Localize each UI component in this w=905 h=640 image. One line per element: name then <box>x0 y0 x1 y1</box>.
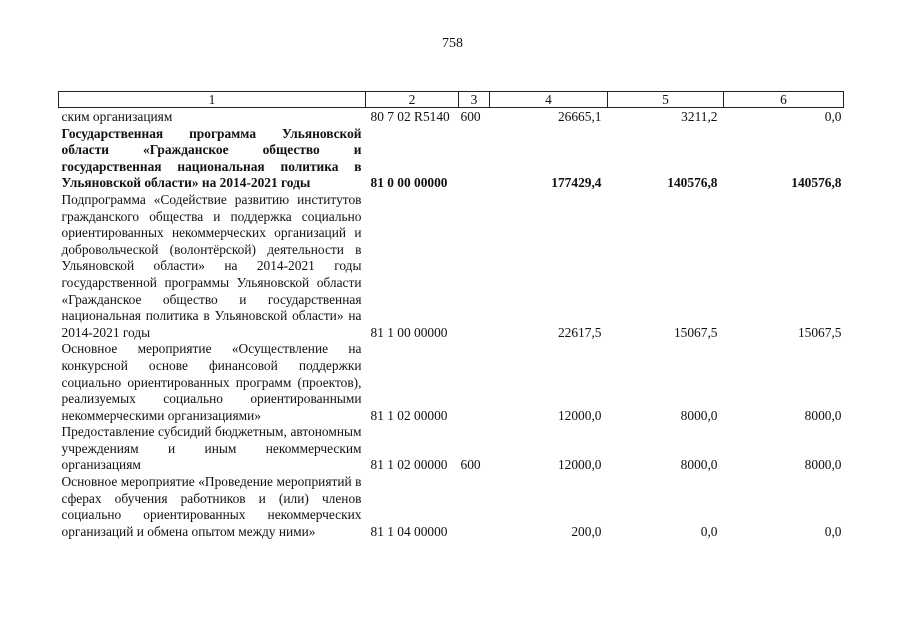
header-row <box>59 92 844 108</box>
row-value-2: 8000,0 <box>680 407 718 423</box>
row-name: Предоставление субсидий бюджетным, автономным учреждениям и иным некоммерческим организациям <box>61 424 362 473</box>
row-name: Государственная программа Ульяновской области «Гражданское общество и государственная национальная политика в Ульяновской области» на 2014-2021 годы <box>61 125 362 191</box>
table-row <box>59 108 844 126</box>
row-expense-type: 600 <box>460 457 481 473</box>
row-expense-type <box>459 341 490 424</box>
row-value-3: 15067,5 <box>797 324 842 340</box>
header-col-5: 5 <box>608 92 724 108</box>
row-value-2: 140576,8 <box>667 175 718 191</box>
row-code: 81 1 02 00000 <box>370 457 448 473</box>
row-value-1: 177429,4 <box>551 175 602 191</box>
row-value-1: 22617,5 <box>557 324 602 340</box>
row-code: 81 1 00 00000 <box>370 324 448 340</box>
row-code: 81 0 00 00000 <box>370 175 448 191</box>
row-expense-type <box>459 126 490 192</box>
row-value-3: 140576,8 <box>791 175 842 191</box>
row-value-1: 26665,1 <box>557 109 602 124</box>
row-value-2: 0,0 <box>700 523 718 539</box>
row-name: ским организациям <box>61 109 173 124</box>
table-row <box>59 474 844 540</box>
row-value-1: 200,0 <box>571 523 602 539</box>
header-col-1: 1 <box>59 92 366 108</box>
header-col-6: 6 <box>724 92 844 108</box>
row-name: Подпрограмма «Содействие развитию институтов гражданского общества и поддержка социально ориентированных некоммерческих организаций и добровольческой (волонтёрской) деятельности в Ульяновской области» на 2014-2021 годы государственной программы Ульяновской области «Гражданское общество и государственная национальная политика в Ульяновской области» на 2014-2021 годы <box>61 191 362 340</box>
table-row <box>59 341 844 424</box>
row-value-3: 0,0 <box>824 523 842 539</box>
row-code: 80 7 02 R5140 <box>370 109 450 124</box>
header-col-4: 4 <box>490 92 608 108</box>
row-value-2: 8000,0 <box>680 457 718 473</box>
row-expense-type <box>459 474 490 540</box>
table-body <box>59 108 844 541</box>
table-header <box>59 92 844 108</box>
row-code: 81 1 04 00000 <box>370 523 448 539</box>
table-row <box>59 424 844 474</box>
table-row <box>59 192 844 341</box>
row-value-3: 8000,0 <box>804 407 842 423</box>
header-col-3: 3 <box>459 92 490 108</box>
row-value-2: 3211,2 <box>681 109 718 124</box>
row-code: 81 1 02 00000 <box>370 407 448 423</box>
row-name: Основное мероприятие «Проведение мероприятий в сферах обучения работников и (или) членов социально ориентированных некоммерческих организаций и обмена опытом между ними» <box>61 474 362 539</box>
row-value-3: 0,0 <box>824 109 842 124</box>
header-col-2: 2 <box>366 92 459 108</box>
row-value-2: 15067,5 <box>673 324 718 340</box>
row-value-1: 12000,0 <box>557 457 602 473</box>
row-expense-type: 600 <box>460 109 481 124</box>
row-value-3: 8000,0 <box>804 457 842 473</box>
row-name: Основное мероприятие «Осуществление на конкурсной основе финансовой поддержки социально ориентированных программ (проектов), реализуемых социально ориентированными некоммерческими организациями» <box>61 341 362 423</box>
page-number: 758 <box>442 36 463 51</box>
row-value-1: 12000,0 <box>557 407 602 423</box>
row-expense-type <box>459 192 490 341</box>
budget-table <box>58 91 844 540</box>
table-row <box>59 126 844 192</box>
